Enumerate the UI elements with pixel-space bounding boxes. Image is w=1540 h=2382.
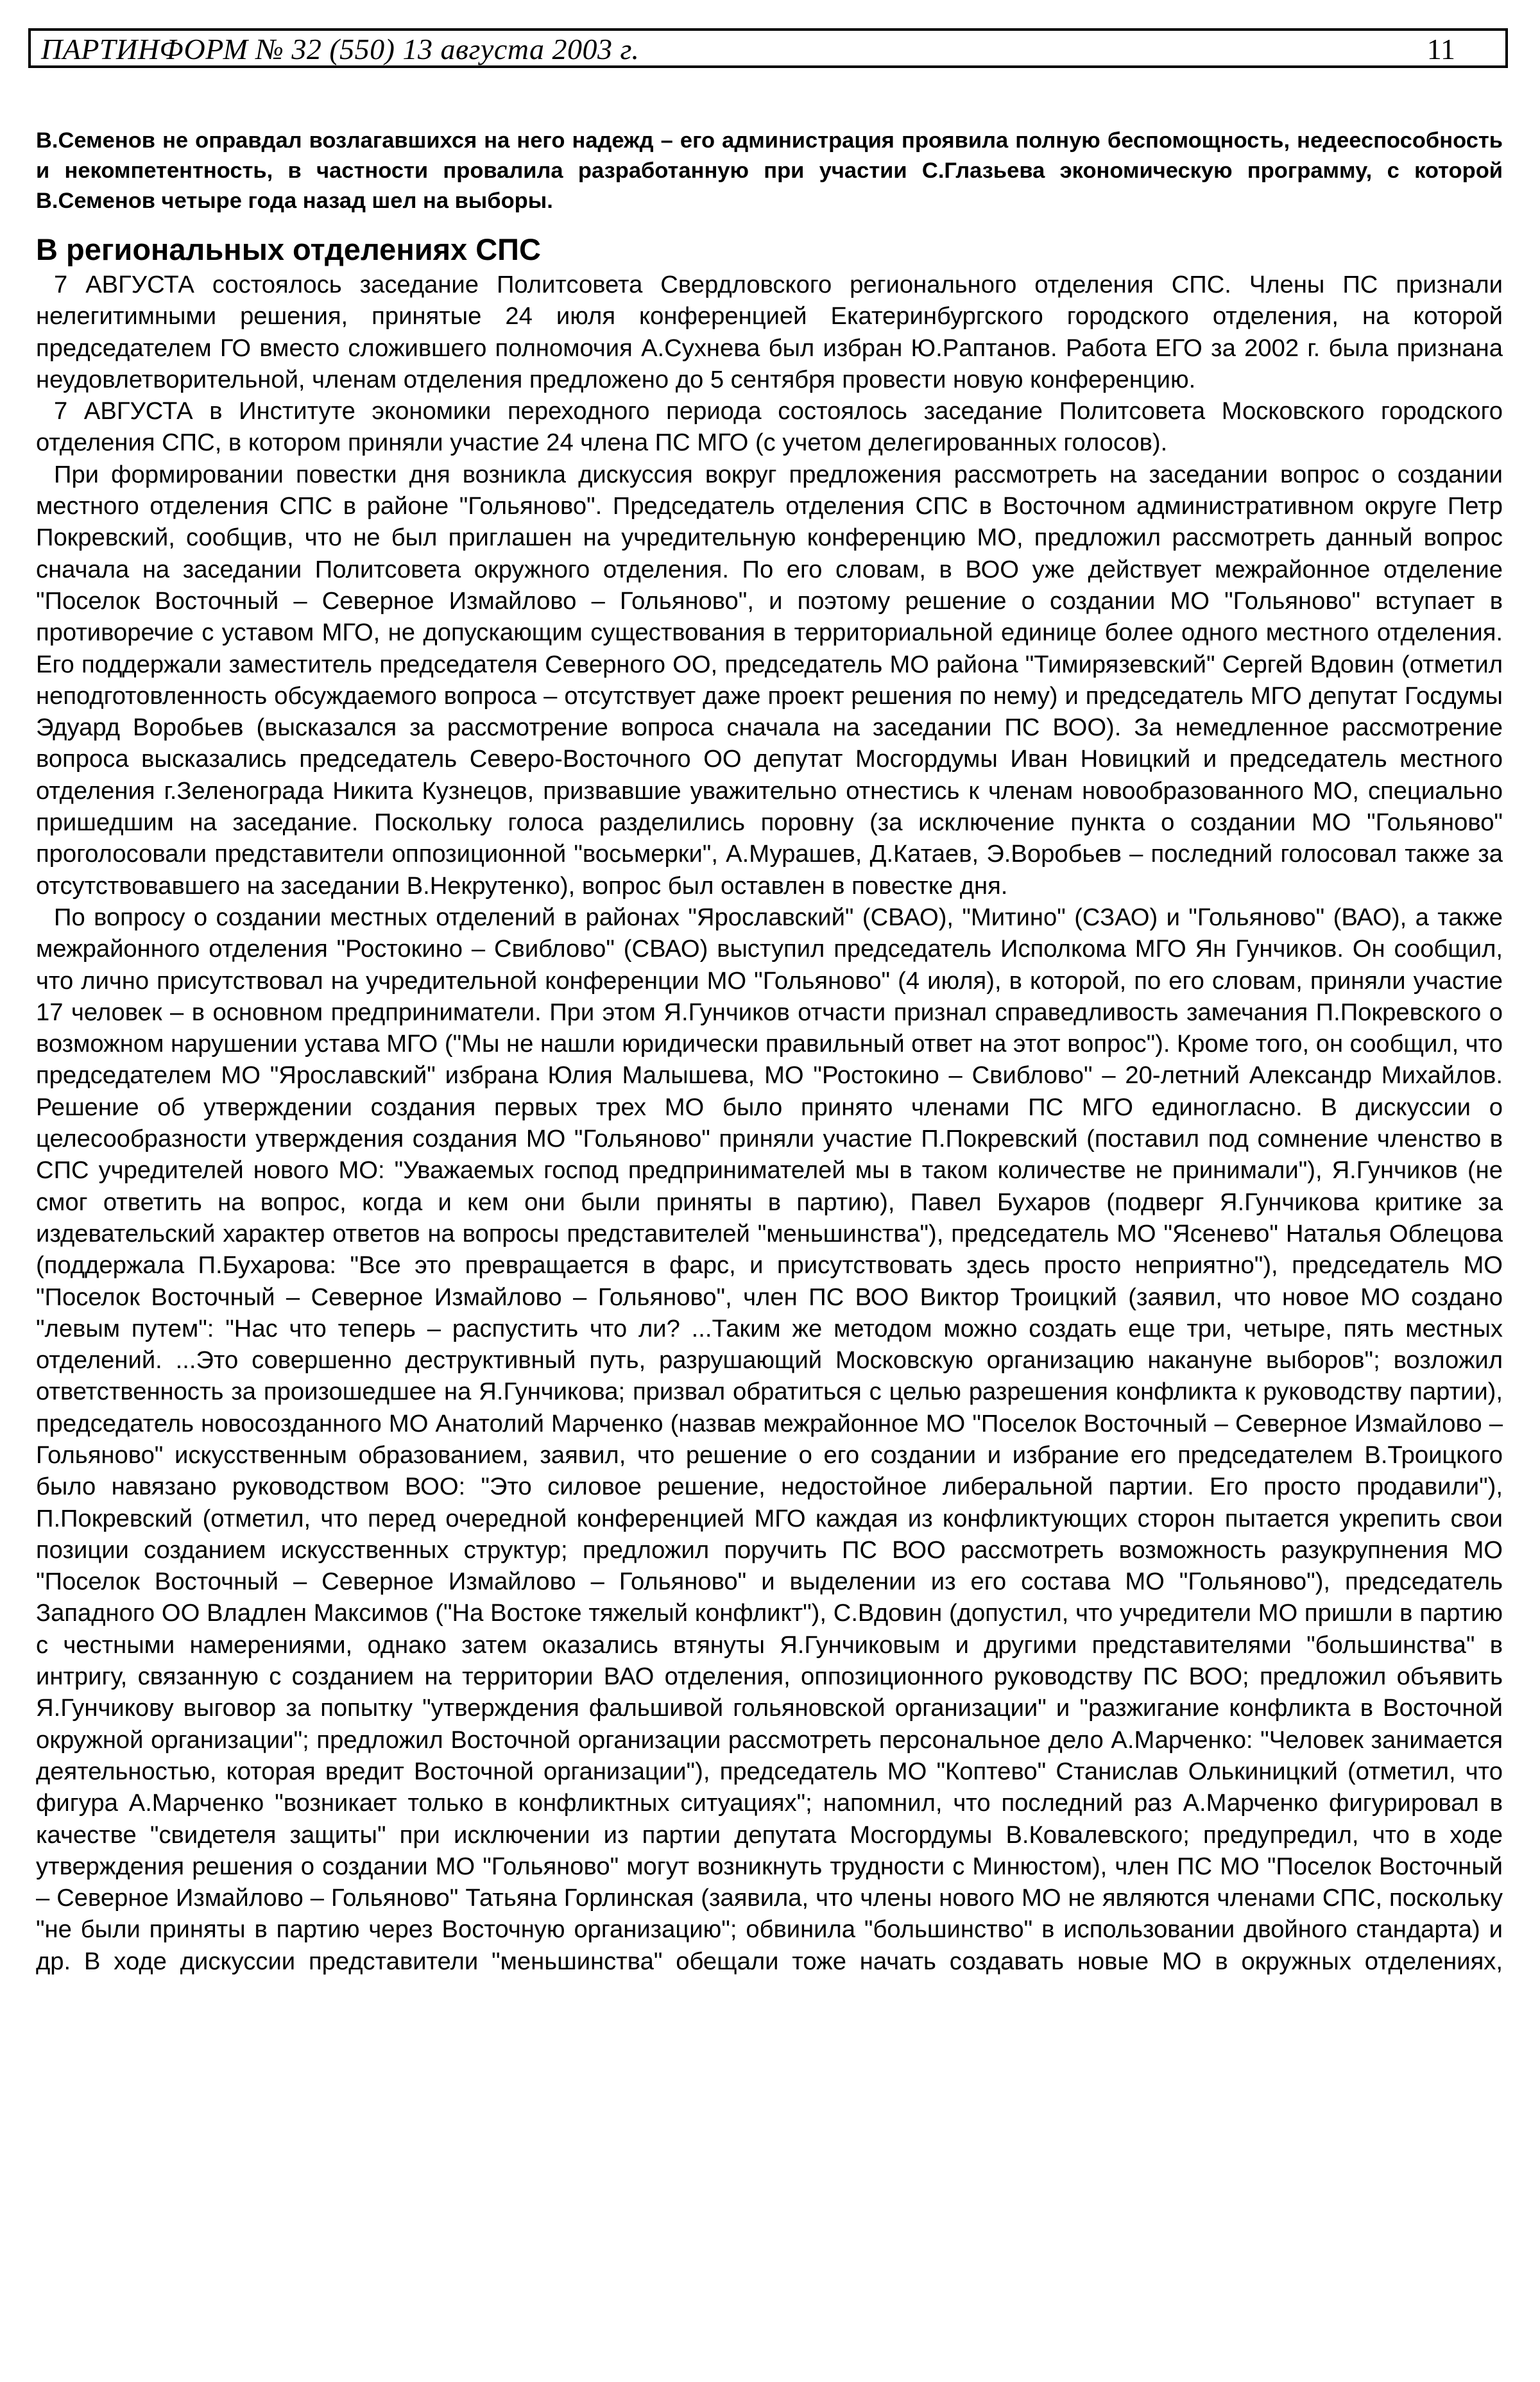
publication-title: ПАРТИНФОРМ № 32 (550) 13 августа 2003 г. xyxy=(41,33,640,65)
lead-paragraph: В.Семенов не оправдал возлагавшихся на него надежд – его администрация проявила полную беспомощность, недееспособность и некомпетентность, в частности провалила разработанную при участии С.Глазьева экономическую программу, с которой В.Семенов четыре года назад шел на выборы. xyxy=(36,128,1503,213)
page-header xyxy=(28,28,1508,68)
paragraph-agenda-discussion: При формировании повестки дня возникла дискуссия вокруг предложения рассмотреть на заседании вопрос о создании местного отделения СПС в районе "Гольяново". Председатель отделения СПС в Восточном административном округе Петр Покревский, сообщив, что не был приглашен на учредительную конференцию МО, предложил рассмотреть данный вопрос сначала на заседании Политсовета окружного отделения. По его словам, в ВОО уже действует межрайонное отделение "Поселок Восточный – Северное Измайлово – Гольяново", и поэтому решение о создании МО "Гольяново" вступает в противоречие с уставом МГО, не допускающим существования в территориальной единице более одного местного отделения. Его поддержали заместитель председателя Северного ОО, председатель МО района "Тимирязевский" Сергей Вдовин (отметил неподготовленность обсуждаемого вопроса – отсутствует даже проект решения по нему) и председатель МГО депутат Госдумы Эдуард Воробьев (высказался за рассмотрение вопроса сначала на заседании ПС ВОО). За немедленное рассмотрение вопроса высказались председатель Северо-Восточного ОО депутат Мосгордумы Иван Новицкий и председатель местного отделения г.Зеленограда Никита Кузнецов, призвавшие уважительно отнестись к членам новообразованного МО, специально пришедшим на заседание. Поскольку голоса разделились поровну (за исключение пункта о создании МО "Гольяново" проголосовали представители оппозиционной "восьмерки", А.Мурашев, Д.Катаев, Э.Воробьев – последний голосовал также за отсутствовавшего на заседании В.Некрутенко), вопрос был оставлен в повестке дня. xyxy=(36,460,1503,900)
paragraph-moscow-meeting: 7 АВГУСТА в Институте экономики переходного периода состоялось заседание Политсовета Московского городского отделения СПС, в котором приняли участие 24 члена ПС МГО (с учетом делегированных голосов). xyxy=(36,397,1503,457)
paragraph-sverdlovsk: 7 АВГУСТА состоялось заседание Политсовета Свердловского регионального отделения СПС. Члены ПС признали нелегитимными решения, принятые 24 июля конференцией Екатеринбургского городского отделения, на которой председателем ГО вместо сложившего полномочия А.Сухнева был избран Ю.Рaптанов. Работа ЕГО за 2002 г. была признана неудовлетворительной, членам отделения предложено до 5 сентября провести новую конференцию. xyxy=(36,271,1503,393)
page-number: 11 xyxy=(1426,33,1455,65)
section-title: В региональных отделениях СПС xyxy=(36,232,541,266)
article-body xyxy=(36,126,1503,1977)
paragraph-local-branches: По вопросу о создании местных отделений в районах "Ярославский" (СВАО), "Митино" (СЗАО) и "Гольяново" (ВАО), а также межрайонного отделения "Ростокино – Свиблово" (СВАО) выступил председатель Исполкома МГО Ян Гунчиков. Он сообщил, что лично присутствовал на учредительной конференции МО "Гольяново" (4 июля), в которой, по его словам, приняли участие 17 человек – в основном предприниматели. При этом Я.Гунчиков отчасти признал справедливость замечания П.Покревского о возможном нарушении устава МГО ("Мы не нашли юридически правильный ответ на этот вопрос"). Кроме того, он сообщил, что председателем МО "Ярославский" избрана Юлия Малышева, МО "Ростокино – Свиблово" – 20-летний Александр Михайлов. Решение об утверждении создания первых трех МО было принято членами ПС МГО единогласно. В дискуссии о целесообразности утверждения создания МО "Гольяново" приняли участие П.Покревский (поставил под сомнение членство в СПС учредителей нового МО: "Уважаемых господ предпринимателей мы в таком количестве не принимали"), Я.Гунчиков (не смог ответить на вопрос, когда и кем они были приняты в партию), Павел Бухаров (подверг Я.Гунчикова критике за издевательский характер ответов на вопросы представителей "меньшинства"), председатель МО "Ясенево" Наталья Облецова (поддержала П.Бухарова: "Все это превращается в фарс, и присутствовать здесь просто неприятно"), председатель МО "Поселок Восточный – Северное Измайлово – Гольяново", член ПС ВОО Виктор Троицкий (заявил, что новое МО создано "левым путем": "Нас что теперь – распустить что ли? ...Таким же методом можно создать еще три, четыре, пять местных отделений. ...Это совершенно деструктивный путь, разрушающий Московскую организацию накануне выборов"; возложил ответственность за произошедшее на Я.Гунчикова; призвал обратиться с целью разрешения конфликта к руководству партии), председатель новосозданного МО Анатолий Марченко (назвав межрайонное МО "Поселок Восточный – Северное Измайлово – Гольяново" искусственным образованием, заявил, что решение о его создании и избрание его председателем В.Троицкого было навязано руководством ВОО: "Это силовое решение, недостойное либеральной партии. Его просто продавили"), П.Покревский (отметил, что перед очередной конференцией МГО каждая из конфликтующих сторон пытается укрепить свои позиции созданием искусственных структур; предложил поручить ПС ВОО рассмотреть возможность разукрупнения МО "Поселок Восточный – Северное Измайлово – Гольяново" и выделении из его состава МО "Гольяново"), председатель Западного ОО Владлен Максимов ("На Востоке тяжелый конфликт"), С.Вдовин (допустил, что учредители МО пришли в партию с честными намерениями, однако затем оказались втянуты Я.Гунчиковым и другими представителями "большинства" в интригу, связанную с созданием на территории ВАО отделения, оппозиционного руководству ПС ВОО; предложил объявить Я.Гунчикову выговор за попытку "утверждения фальшивой гольяновской организации" и "разжигание конфликта в Восточной окружной организации"; предложил Восточной организации рассмотреть персональное дело А.Марченко: "Человек занимается деятельностью, которая вредит Восточной организации"), председатель МО "Коптево" Станислав Олькиницкий (отметил, что фигура А.Марченко "возникает только в конфликтных ситуациях"; напомнил, что последний раз А.Марченко фигурировал в качестве "свидетеля защиты" при исключении из партии депутата Мосгордумы В.Ковалевского; предупредил, что в ходе утверждения решения о создании МО "Гольяново" могут возникнуть трудности с Минюстом), член ПС МО "Поселок Восточный – Северное Измайлово – Гольяново" Татьяна Горлинская (заявила, что члены нового МО не являются членами СПС, поскольку "не были приняты в партию через Восточную организацию"; обвинила "большинство" в использовании двойного стандарта) и др. В ходе дискуссии представители "меньшинства" обещали тоже начать создавать новые МО в окружных отделениях, xyxy=(36,903,1503,1975)
